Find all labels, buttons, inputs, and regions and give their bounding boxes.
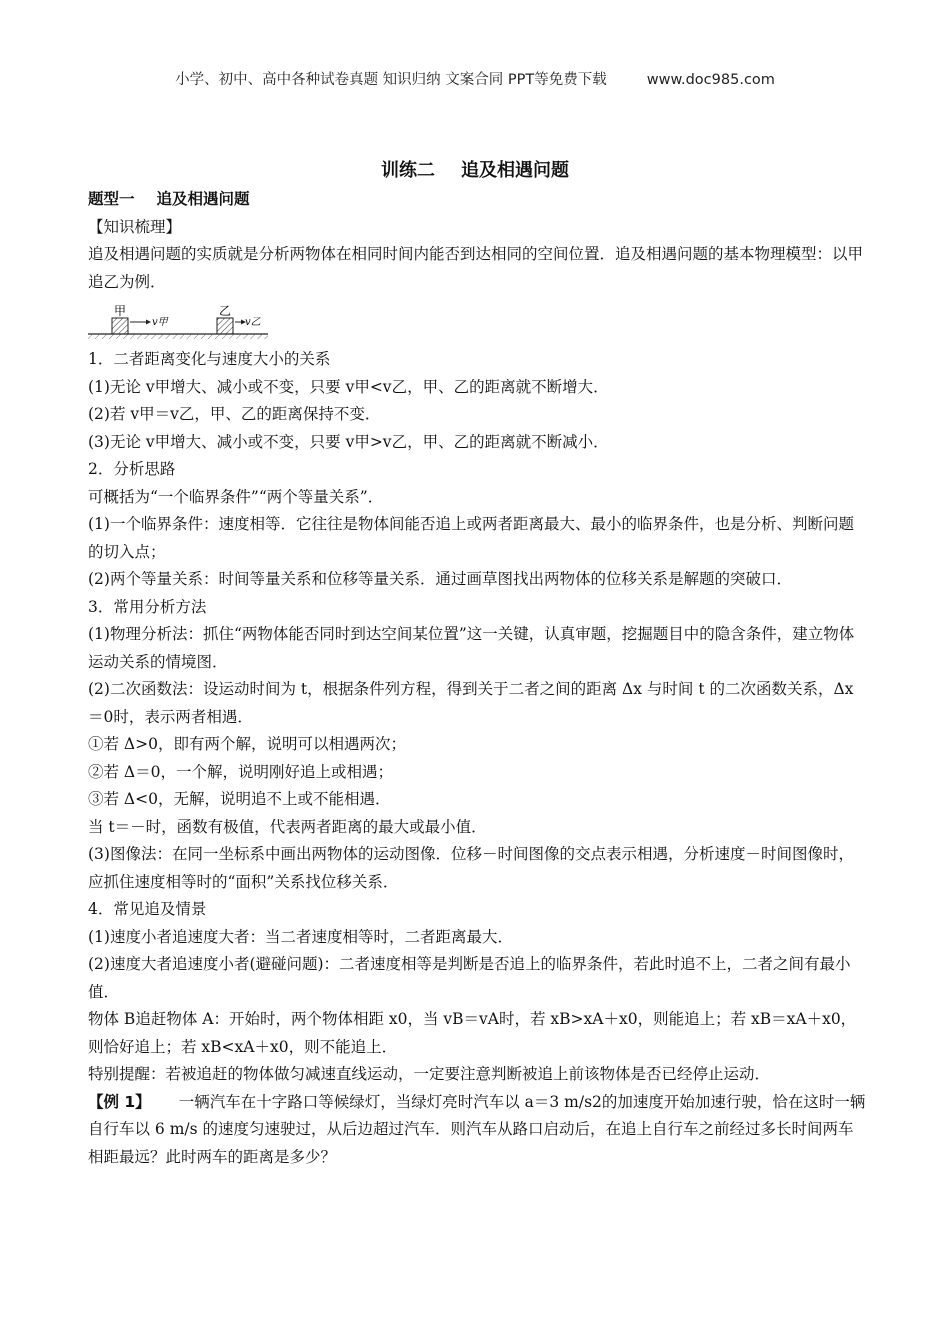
header-site: www.doc985.com [646, 72, 775, 88]
title-left: 训练二 [381, 160, 435, 181]
intro-paragraph: 追及相遇问题的实质就是分析两物体在相同时间内能否到达相同的空间位置．追及相遇问题的基本物理模型：以甲追乙为例． [88, 245, 864, 291]
s3-item-6: 当 t＝－时，函数有极值，代表两者距离的最大或最小值． [88, 817, 487, 836]
chase-diagram [88, 296, 868, 346]
section-name: 追及相遇问题 [156, 190, 250, 208]
s1-item-2: (2)若 v甲＝v乙，甲、乙的距离保持不变． [88, 405, 381, 423]
example-1 [88, 1089, 868, 1172]
s2-item-2: (2)两个等量关系：时间等量关系和位移等量关系．通过画草图找出两物体的位移关系是解题的突破口． [88, 570, 792, 588]
s4-item-1: (1)速度小者追速度大者：当二者速度相等时，二者距离最大． [88, 927, 513, 946]
header-text: 小学、初中、高中各种试卷真题 知识归纳 文案合同 PPT等免费下载 [175, 72, 607, 88]
content-body [88, 186, 868, 1171]
s4-item-4: 特别提醒：若被追赶的物体做匀减速直线运动，一定要注意判断被追上前该物体是否已经停止运动． [88, 1065, 771, 1083]
s3-item-2: (2)二次函数法：设运动时间为 t，根据条件列方程，得到关于二者之间的距离 Δx 与时间 t 的二次函数关系，Δx＝0时，表示两者相遇． [88, 680, 854, 726]
example-tag: 【例 1】 [88, 1092, 151, 1111]
chase-diagram-svg [88, 296, 278, 346]
block-yi [217, 318, 233, 334]
s1-heading: 1．二者距离变化与速度大小的关系 [88, 350, 331, 368]
s3-item-5: ③若 Δ<0，无解，说明追不上或不能相遇． [88, 790, 391, 808]
example-text: 一辆汽车在十字路口等候绿灯，当绿灯亮时汽车以 a＝3 m/s2的加速度开始加速行驶，恰在这时一辆自行车以 6 m/s 的速度匀速驶过，从后边超过汽车．则汽车从路口启动后，在追上自行车之前经过多长时间两车相距最远？此时两车的距离是多少？ [88, 1092, 866, 1166]
section-label: 题型一 [88, 190, 135, 208]
s3-item-7: (3)图像法：在同一坐标系中画出两物体的运动图像．位移－时间图像的交点表示相遇，分析速度－时间图像时，应抓住速度相等时的“面积”关系找位移关系． [88, 845, 854, 891]
block-jia [112, 318, 128, 334]
s4-item-2: (2)速度大者追速度小者(避碰问题)：二者速度相等是判断是否追上的临界条件，若此时追不上，二者之间有最小值． [88, 955, 851, 1001]
section-title [88, 186, 868, 214]
s2-summary: 可概括为“一个临界条件”“两个等量关系”． [88, 487, 384, 506]
ground-hatch [88, 334, 268, 339]
label-jia: 甲 [114, 304, 127, 318]
s3-item-4: ②若 Δ＝0，一个解，说明刚好追上或相遇； [88, 762, 393, 781]
s3-item-1: (1)物理分析法：抓住“两物体能否同时到达空间某位置”这一关键，认真审题，挖掘题目中的隐含条件，建立物体运动关系的情境图． [88, 625, 855, 671]
s3-heading: 3．常用分析方法 [88, 597, 207, 616]
page-title [0, 156, 950, 182]
label-yi: 乙 [219, 304, 232, 318]
velocity-jia: v甲 [152, 317, 168, 328]
s1-item-3: (3)无论 v甲增大、减小或不变，只要 v甲>v乙，甲、乙的距离就不断减小． [88, 432, 609, 451]
knowledge-tag: 【知识梳理】 [88, 217, 182, 236]
s4-item-3: 物体 B追赶物体 A：开始时，两个物体相距 x0，当 vB＝vA时，若 xB>xA＋x0，则能追上；若 xB＝xA＋x0，则恰好追上；若 xB<xA＋x0，则不能追上． [88, 1010, 857, 1056]
s4-heading: 4．常见追及情景 [88, 900, 207, 918]
s2-heading: 2．分析思路 [88, 460, 176, 478]
title-right: 追及相遇问题 [461, 160, 569, 181]
s3-item-3: ①若 Δ>0，即有两个解，说明可以相遇两次； [88, 735, 406, 753]
s2-item-1: (1)一个临界条件：速度相等．它往往是物体间能否追上或两者距离最大、最小的临界条件，也是分析、判断问题的切入点； [88, 515, 854, 561]
s1-item-1: (1)无论 v甲增大、减小或不变，只要 v甲<v乙，甲、乙的距离就不断增大． [88, 377, 609, 396]
page-header [0, 68, 950, 89]
arrowhead-jia [146, 320, 151, 325]
velocity-yi: v乙 [245, 317, 261, 328]
